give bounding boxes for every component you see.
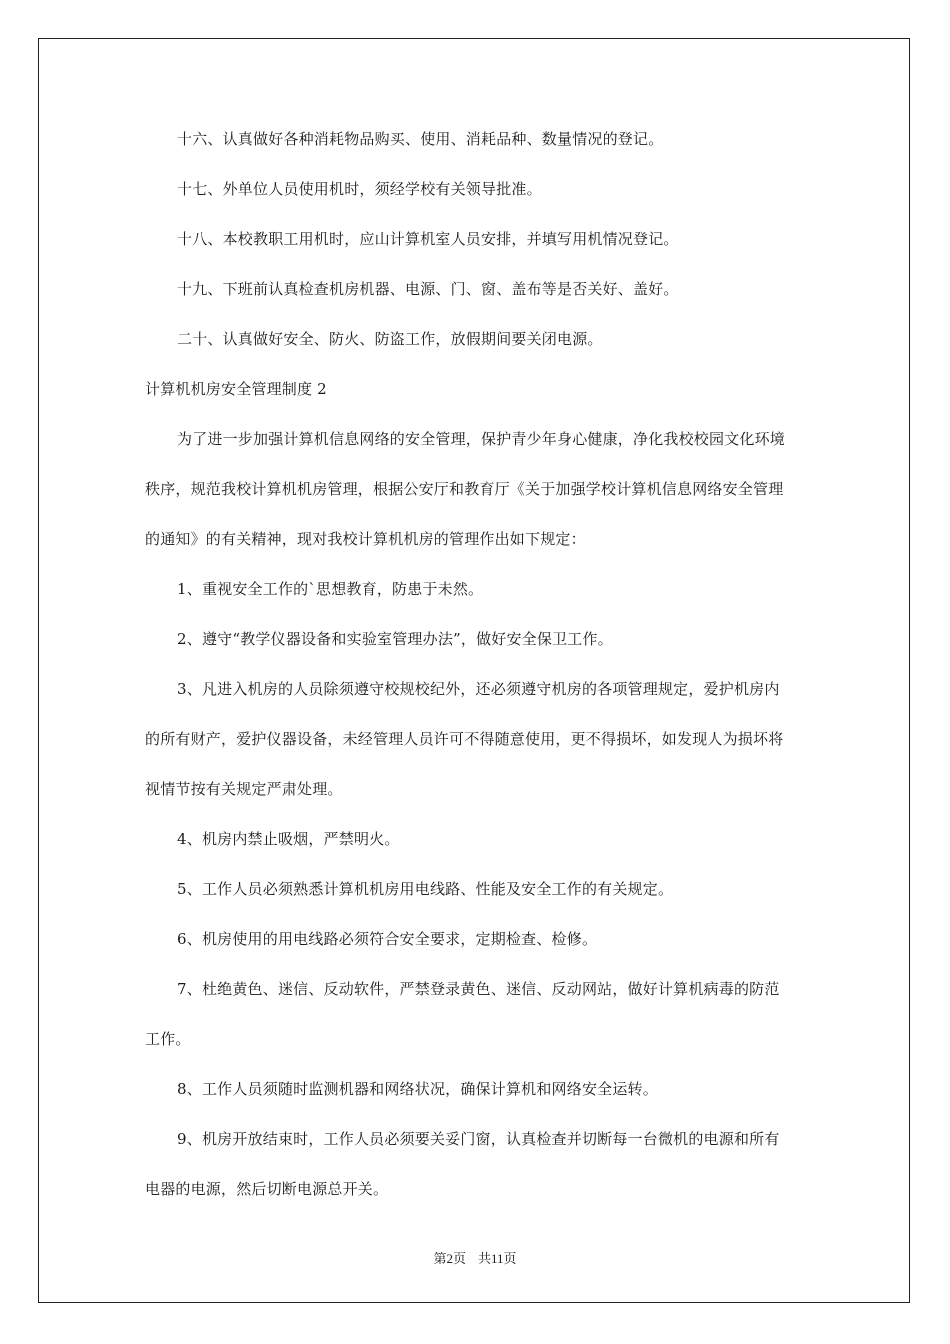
paragraph-line: 工作。: [145, 1030, 191, 1048]
paragraph-line: 的所有财产，爱护仪器设备，未经管理人员许可不得随意使用，更不得损坏，如发现人为损坏将: [145, 730, 784, 748]
paragraph-line: 3、凡进入机房的人员除须遵守校规校纪外，还必须遵守机房的各项管理规定，爱护机房内: [177, 680, 780, 698]
paragraph-line: 电器的电源，然后切断电源总开关。: [145, 1180, 389, 1198]
page-total: 共11页: [477, 1251, 517, 1266]
paragraph-line: 视情节按有关规定严肃处理。: [145, 780, 343, 798]
page-number: 第2页: [433, 1251, 466, 1266]
page-border: [38, 38, 910, 1303]
section-heading: 计算机机房安全管理制度 2: [145, 380, 327, 398]
page-footer: [0, 1248, 950, 1267]
paragraph-line: 6、机房使用的用电线路必须符合安全要求，定期检查、检修。: [177, 930, 598, 948]
paragraph-line: 的通知》的有关精神，现对我校计算机机房的管理作出如下规定：: [145, 530, 586, 548]
paragraph-line: 1、重视安全工作的`思想教育，防患于未然。: [177, 580, 484, 598]
paragraph-line: 十七、外单位人员使用机时，须经学校有关领导批准。: [177, 180, 542, 198]
paragraph-line: 9、机房开放结束时，工作人员必须要关妥门窗，认真检查并切断每一台微机的电源和所有: [177, 1130, 780, 1148]
paragraph-line: 十八、本校教职工用机时，应山计算机室人员安排，并填写用机情况登记。: [177, 230, 679, 248]
paragraph-line: 为了进一步加强计算机信息网络的安全管理，保护青少年身心健康，净化我校校园文化环境: [177, 430, 786, 448]
paragraph-line: 5、工作人员必须熟悉计算机机房用电线路、性能及安全工作的有关规定。: [177, 880, 674, 898]
paragraph-line: 秩序，规范我校计算机机房管理，根据公安厅和教育厅《关于加强学校计算机信息网络安全管理: [145, 480, 784, 498]
paragraph-line: 十六、认真做好各种消耗物品购买、使用、消耗品种、数量情况的登记。: [177, 130, 664, 148]
paragraph-line: 4、机房内禁止吸烟，严禁明火。: [177, 830, 400, 848]
paragraph-line: 2、遵守“教学仪器设备和实验室管理办法”，做好安全保卫工作。: [177, 630, 613, 648]
paragraph-line: 二十、认真做好安全、防火、防盗工作，放假期间要关闭电源。: [177, 330, 603, 348]
paragraph-line: 十九、下班前认真检查机房机器、电源、门、窗、盖布等是否关好、盖好。: [177, 280, 679, 298]
paragraph-line: 7、杜绝黄色、迷信、反动软件，严禁登录黄色、迷信、反动网站，做好计算机病毒的防范: [177, 980, 780, 998]
paragraph-line: 8、工作人员须随时监测机器和网络状况，确保计算机和网络安全运转。: [177, 1080, 658, 1098]
